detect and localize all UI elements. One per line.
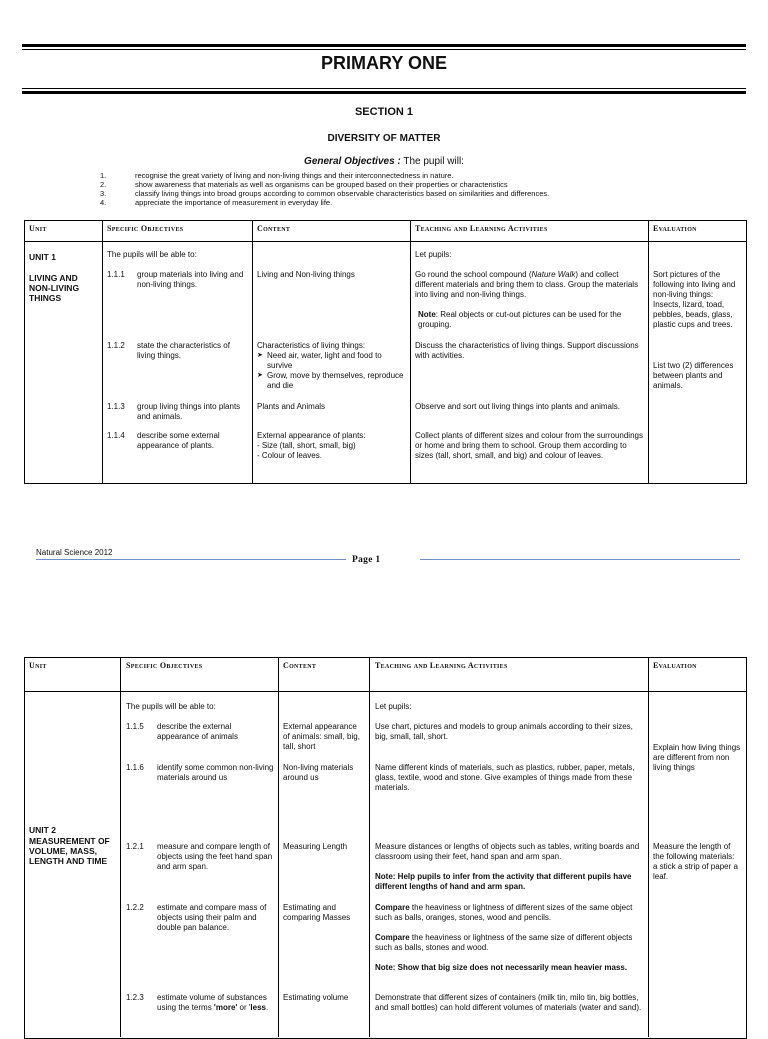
objective-item: 2. show awareness that materials as well as organisms can be grouped based on their properties or characteristics [100,180,508,189]
intro-activities: Let pupils: [375,702,412,711]
evaluation-measure: Measure the length of the following materials: a stick a strip of paper a leaf. [653,842,738,881]
obj-text: describe some external appearance of plants. [137,431,220,450]
obj-number: 1.1.6 [126,763,144,772]
footer-left: Natural Science 2012 [36,548,113,557]
activity-text: Compare the heaviness or lightness of different sizes of the same object such as balls, oranges, stones, wood and pencils. [375,903,633,922]
col-divider [369,657,370,1037]
header-activities: Teaching and Learning Activities [415,224,548,233]
general-objectives [0,156,768,167]
activity-note: Note: Real objects or cut-out pictures can be used for the grouping. [418,310,622,329]
obj-number: 1.1.3 [107,402,125,411]
unit1-label: UNIT 1 [29,252,56,262]
obj-number: 1.2.2 [126,903,144,912]
page-number: Page 1 [352,555,381,565]
intro-objectives: The pupils will be able to: [126,702,216,711]
activity-text: Measure distances or lengths of objects such as tables, writing boards and classroom using their feet, hand span and arm span. [375,842,640,861]
col-divider [648,657,649,1037]
obj-number: 1.1.2 [107,341,125,350]
activity-text: Compare the heaviness or lightness of the same size of different objects such as balls, stones and wood. [375,933,633,952]
intro-activities: Let pupils: [415,250,452,259]
header-evaluation: Evaluation [653,224,697,233]
header-divider [24,241,747,242]
obj-number: 1.1.5 [126,722,144,731]
bullet-item: ➤ Grow, move by themselves, reproduce and die [257,371,407,391]
content-text: Living and Non-living things [257,270,355,279]
general-objectives-label: General Objectives : [304,156,401,167]
mid-double-rule [22,91,746,94]
header-unit: Unit [29,661,47,670]
obj-number: 1.2.1 [126,842,144,851]
activity-text: Use chart, pictures and models to group animals according to their sizes, big, small, tall, short. [375,722,633,741]
obj-text: group materials into living and non-living things. [137,270,244,289]
header-content: Content [283,661,317,670]
section-heading: SECTION 1 [354,106,414,118]
col-divider [278,657,279,1037]
mid-rule-thin [22,88,746,89]
header-objectives: Specific Objectives [126,661,203,670]
activity-text: Name different kinds of materials, such as plastics, rubber, paper, metals, glass, textile, wood and stone. Give examples of things made from these materials. [375,763,635,792]
activity-note: Note: Show that big size does not necessarily mean heavier mass. [375,963,628,972]
activity-text: Demonstrate that different sizes of containers (milk tin, milo tin, big bottles, and small bottles) can hold different volumes of materials (water and sand). [375,993,642,1012]
obj-text: group living things into plants and animals. [137,402,241,421]
bullet-item: ➤ Need air, water, light and food to survive [257,351,407,371]
unit2-name: MEASUREMENT OF VOLUME, MASS, LENGTH AND TIME [29,836,110,866]
activity-note: Note: Help pupils to infer from the activity that different pupils have different lengths of hand and arm span. [375,872,632,891]
obj-text: estimate volume of substances using the terms 'more' or 'less. [157,993,269,1012]
footer-line-left [36,559,346,560]
obj-text: describe the external appearance of animals [157,722,238,741]
obj-text: measure and compare length of objects using the feet hand span and arm span. [157,842,273,871]
general-objectives-tail: The pupil will: [400,156,464,167]
objective-item: 1. recognise the great variety of living and non-living things and their interconnectedness in nature. [100,171,454,180]
activity-text: Discuss the characteristics of living things. Support discussions with activities. [415,341,639,360]
footer-line-right [420,559,740,560]
evaluation-explain: Explain how living things are different from non living things [653,743,741,772]
page-title: PRIMARY ONE [320,53,448,73]
obj-number: 1.1.4 [107,431,125,440]
top-double-rule [22,44,746,47]
intro-objectives: The pupils will be able to: [107,250,197,259]
top-rule-thin [22,49,746,50]
evaluation-sort: Sort pictures of the following into living and non-living things: Insects, lizard, toad, pebbles, beads, glass, plastic cups and trees. [653,270,736,329]
col-divider [410,220,411,483]
objectives-list [100,171,700,207]
obj-number: 1.2.3 [126,993,144,1002]
obj-text: state the characteristics of living things. [137,341,230,360]
content-text: Non-living materials around us [283,763,354,782]
content-text: Estimating and comparing Masses [283,903,351,922]
obj-text: estimate and compare mass of objects using their palm and double pan balance. [157,903,267,932]
header-activities: Teaching and Learning Activities [375,661,508,670]
evaluation-list: List two (2) differences between plants and animals. [653,361,734,390]
content-text: Estimating volume [283,993,349,1002]
activity-text: Collect plants of different sizes and colour from the surroundings or home and bring them to school. Group them according to sizes (tall, short, small, and big) and colour of leaves. [415,431,643,460]
content-text: Characteristics of living things: ➤ Need air, water, light and food to survive ➤ Grow, move by themselves, reproduce and die [257,341,407,391]
objective-item: 3. classify living things into broad groups according to common observable characteristics based on similarities and differences. [100,189,550,198]
activity-text: Observe and sort out living things into plants and animals. [415,402,621,411]
activity-text: Go round the school compound (Nature Walk) and collect different materials and bring them to class. Group the materials into living and non-living things. [415,270,639,299]
col-divider [252,220,253,483]
header-unit: Unit [29,224,47,233]
content-text: Measuring Length [283,842,348,851]
col-divider [120,657,121,1037]
unit1-name: LIVING AND NON-LIVING THINGS [29,273,80,303]
objective-item: 4. appreciate the importance of measurement in everyday life. [100,198,333,207]
header-evaluation: Evaluation [653,661,697,670]
obj-number: 1.1.1 [107,270,125,279]
col-divider [648,220,649,483]
col-divider [102,220,103,483]
unit2-label: UNIT 2 [29,825,56,835]
obj-text: identify some common non-living materials around us [157,763,274,782]
content-text: Plants and Animals [257,402,326,411]
header-objectives: Specific Objectives [107,224,184,233]
section-subtitle: DIVERSITY OF MATTER [327,133,441,144]
content-text: External appearance of plants: - Size (tall, short, small, big) - Colour of leaves. [257,431,366,460]
header-content: Content [257,224,291,233]
header-divider [24,691,747,692]
content-text: External appearance of animals: small, big, tall, short [283,722,360,751]
